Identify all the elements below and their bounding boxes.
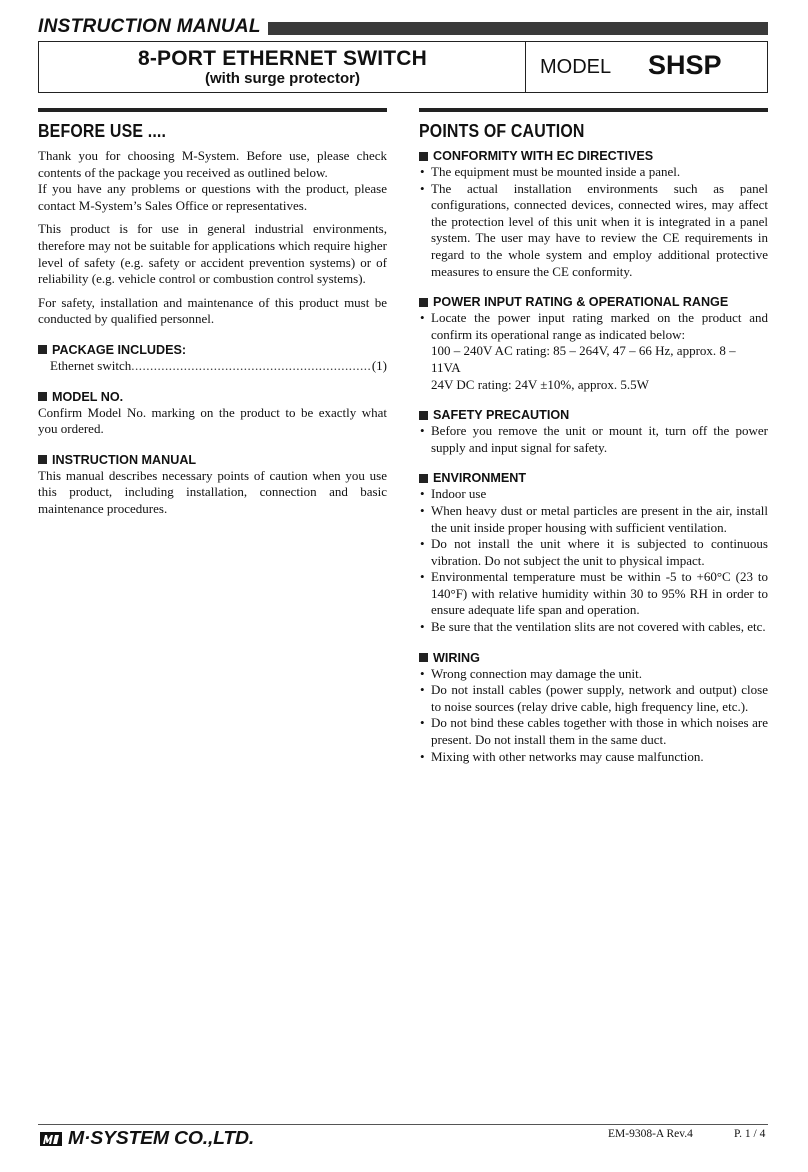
square-bullet-icon xyxy=(38,345,47,354)
model-no-heading-text: MODEL NO. xyxy=(52,389,124,404)
company-name: M·SYSTEM CO.,LTD. xyxy=(68,1128,255,1148)
package-item xyxy=(38,358,387,375)
usage-paragraph: This product is for use in general industrial environments, therefore may not be suitable for applications which require higher level of safety (e.g. safety or accident prevention systems) or of reliability (e.g. vehicle control or combustion control systems). xyxy=(38,221,387,287)
list-item: • Locate the power input rating marked on the product and confirm its operational range as indicated below: xyxy=(419,310,768,343)
environment-heading xyxy=(419,470,768,486)
company-logo xyxy=(40,1128,255,1149)
before-use-heading: BEFORE USE .... xyxy=(38,120,167,141)
product-title-block xyxy=(39,42,526,92)
list-item: • Before you remove the unit or mount it, turn off the power supply and input signal for safety. xyxy=(419,423,768,456)
instruction-manual-text: This manual describes necessary points of caution when you use this product, including installation, connection and basic maintenance procedures. xyxy=(38,467,387,516)
square-bullet-icon xyxy=(419,653,428,662)
conformity-list xyxy=(419,164,768,280)
intro-paragraph: Thank you for choosing M-System. Before use, please check contents of the package you received as outlined below. xyxy=(38,148,387,180)
list-item: • When heavy dust or metal particles are present in the air, install the unit inside proper housing with sufficient ventilation. xyxy=(419,503,768,536)
package-heading xyxy=(38,342,387,358)
safety-heading xyxy=(419,407,768,423)
power-heading xyxy=(419,294,768,310)
manual-banner xyxy=(38,18,768,40)
intro-block xyxy=(38,148,387,214)
left-column xyxy=(38,108,387,518)
page-number: P. 1 / 4 xyxy=(734,1128,766,1140)
safety-heading-text: SAFETY PRECAUTION xyxy=(433,408,570,423)
footer-rule xyxy=(38,1124,768,1125)
package-item-name: Ethernet switch xyxy=(50,357,132,373)
wiring-heading xyxy=(419,650,768,666)
square-bullet-icon xyxy=(419,152,428,161)
square-bullet-icon xyxy=(419,411,428,420)
list-item: • Do not install cables (power supply, network and output) close to noise sources (relay drive cable, high frequency line, etc.). xyxy=(419,682,768,715)
right-column xyxy=(419,108,768,765)
model-no-heading xyxy=(38,389,387,405)
environment-list xyxy=(419,486,768,635)
section-rule xyxy=(38,108,387,112)
list-item: • Indoor use xyxy=(419,486,768,503)
square-bullet-icon xyxy=(419,474,428,483)
package-heading-text: PACKAGE INCLUDES: xyxy=(52,342,187,357)
product-title: 8-PORT ETHERNET SWITCH xyxy=(137,47,428,70)
banner-band xyxy=(268,22,768,35)
list-item: • Be sure that the ventilation slits are not covered with cables, etc. xyxy=(419,619,768,636)
list-item: • Do not install the unit where it is subjected to continuous vibration. Do not subject the unit to physical impact. xyxy=(419,536,768,569)
model-no-text: Confirm Model No. marking on the product to be exactly what you ordered. xyxy=(38,404,387,437)
list-item: • Environmental temperature must be within -5 to +60°C (23 to 140°F) with relative humidity within 30 to 95% RH in order to ensure adequate life span and operation. xyxy=(419,569,768,619)
leader-dots xyxy=(131,358,372,375)
dc-rating: 24V DC rating: 24V ±10%, approx. 5.5W xyxy=(431,376,649,392)
qualified-paragraph: For safety, installation and maintenance of this product must be conducted by qualified personnel. xyxy=(38,294,387,327)
product-subtitle: (with surge protector) xyxy=(204,70,360,87)
wiring-heading-text: WIRING xyxy=(433,650,480,665)
list-item: • Do not bind these cables together with those in which noises are present. Do not install them in the same duct. xyxy=(419,715,768,748)
model-label: MODEL xyxy=(540,56,612,78)
conformity-heading xyxy=(419,148,768,164)
package-item-qty: (1) xyxy=(371,357,387,373)
document-number: EM-9308-A Rev.4 xyxy=(608,1128,693,1140)
instruction-manual-heading xyxy=(38,452,387,468)
list-item: • The equipment must be mounted inside a panel. xyxy=(419,164,768,181)
ac-rating: 100 – 240V AC rating: 85 – 264V, 47 – 66 Hz, approx. 8 – 11VA xyxy=(431,343,736,375)
environment-heading-text: ENVIRONMENT xyxy=(433,471,527,486)
power-heading-text: POWER INPUT RATING & OPERATIONAL RANGE xyxy=(433,295,729,310)
section-rule xyxy=(419,108,768,112)
m-system-logo-icon xyxy=(40,1132,62,1146)
list-item: • The actual installation environments such as panel configurations, connected devices, connected wires, may affect the protection level of this unit when it is integrated in a panel system. The user may have to review the CE requirements in regard to the whole system and employ additional protective measures to ensure the CE conformity. xyxy=(419,181,768,281)
list-item: • Mixing with other networks may cause malfunction. xyxy=(419,749,768,766)
instruction-manual-heading-text: INSTRUCTION MANUAL xyxy=(52,452,197,467)
square-bullet-icon xyxy=(419,298,428,307)
list-item: • Wrong connection may damage the unit. xyxy=(419,666,768,683)
safety-list xyxy=(419,423,768,456)
power-list xyxy=(419,310,768,343)
model-divider xyxy=(525,41,526,93)
square-bullet-icon xyxy=(38,392,47,401)
wiring-list xyxy=(419,666,768,766)
intro-paragraph: If you have any problems or questions with the product, please contact M-System’s Sales Office or representatives. xyxy=(38,181,387,213)
conformity-heading-text: CONFORMITY WITH EC DIRECTIVES xyxy=(433,149,654,163)
model-value: SHSP xyxy=(648,50,722,80)
manual-label: INSTRUCTION MANUAL xyxy=(38,16,267,38)
square-bullet-icon xyxy=(38,455,47,464)
points-of-caution-heading: POINTS OF CAUTION xyxy=(419,120,585,141)
